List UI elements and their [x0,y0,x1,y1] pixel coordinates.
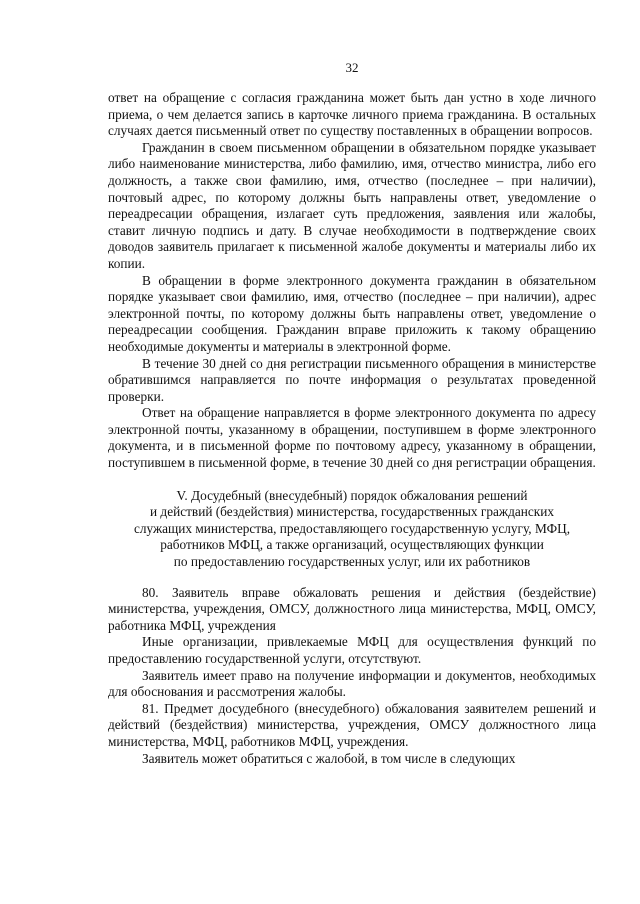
section-heading-line: работников МФЦ, а также организаций, осуществляющих функции [160,537,544,553]
paragraph: В обращении в форме электронного документа гражданин в обязательном порядке указывает свои фамилию, имя, отчество (последнее – при наличии), адрес электронной почты, по которому должны быть направлены ответ, уведомление о переадресации сообщения. Гражданин вправе приложить к такому обращению необходимые документы и материалы в электронной форме. [108,272,596,354]
paragraph: В течение 30 дней со дня регистрации письменного обращения в министерстве обратившимся направляется по почте информация о результатах проведенной проверки. [108,355,596,404]
paragraph: Гражданин в своем письменном обращении в обязательном порядке указывает либо наименование министерства, либо фамилию, имя, отчество министра, либо его должность, а также свои фамилию, имя, отчество (последнее – при наличии), почтовый адрес, по которому должны быть направлены ответ, уведомление о переадресации обращения, излагает суть предложения, заявления или жалобы, ставит личную подпись и дату. В случае необходимости в подтверждение своих доводов заявитель прилагает к письменной жалобе документы и материалы либо их копии. [108,139,596,271]
paragraph: Ответ на обращение направляется в форме электронного документа по адресу электронной почты, указанному в обращении, поступившем в форме электронного документа, и в письменной форме по почтовому адресу, указанному в обращении, поступившем в письменной форме, в течение 30 дней со дня регистрации обращения. [108,405,596,471]
section-heading [108,488,596,571]
paragraph: Заявитель может обратиться с жалобой, в том числе в следующих [142,750,516,766]
section-heading-line: V. Досудебный (внесудебный) порядок обжалования решений [176,487,528,503]
section-heading-line: служащих министерства, предоставляющего государственную услугу, МФЦ, [133,520,571,536]
paragraph: 80. Заявитель вправе обжаловать решения и действия (бездействие) министерства, учреждения, ОМСУ, должностного лица министерства, МФЦ, ОМСУ, работника МФЦ, учреждения [108,584,596,633]
paragraph: Заявитель имеет право на получение информации и документов, необходимых для обоснования и рассмотрения жалобы. [108,667,596,700]
section-heading-line: и действий (бездействия) министерства, государственных гражданских [149,504,555,520]
document-page [108,0,596,904]
document-body [108,90,596,767]
paragraph: 81. Предмет досудебного (внесудебного) обжалования заявителем решений и действий (бездействия) министерства, учреждения, ОМСУ должностного лица министерства, МФЦ, работников МФЦ, учреждения. [108,700,596,749]
paragraph: ответ на обращение с согласия гражданина может быть дан устно в ходе личного приема, о чем делается запись в карточке личного приема гражданина. В остальных случаях дается письменный ответ по существу поставленных в обращении вопросов. [108,90,596,139]
section-heading-line: по предоставлению государственных услуг, или их работников [173,554,531,570]
paragraph: Иные организации, привлекаемые МФЦ для осуществления функций по предоставлению государственной услуги, отсутствуют. [108,634,596,666]
page-number: 32 [345,60,359,75]
